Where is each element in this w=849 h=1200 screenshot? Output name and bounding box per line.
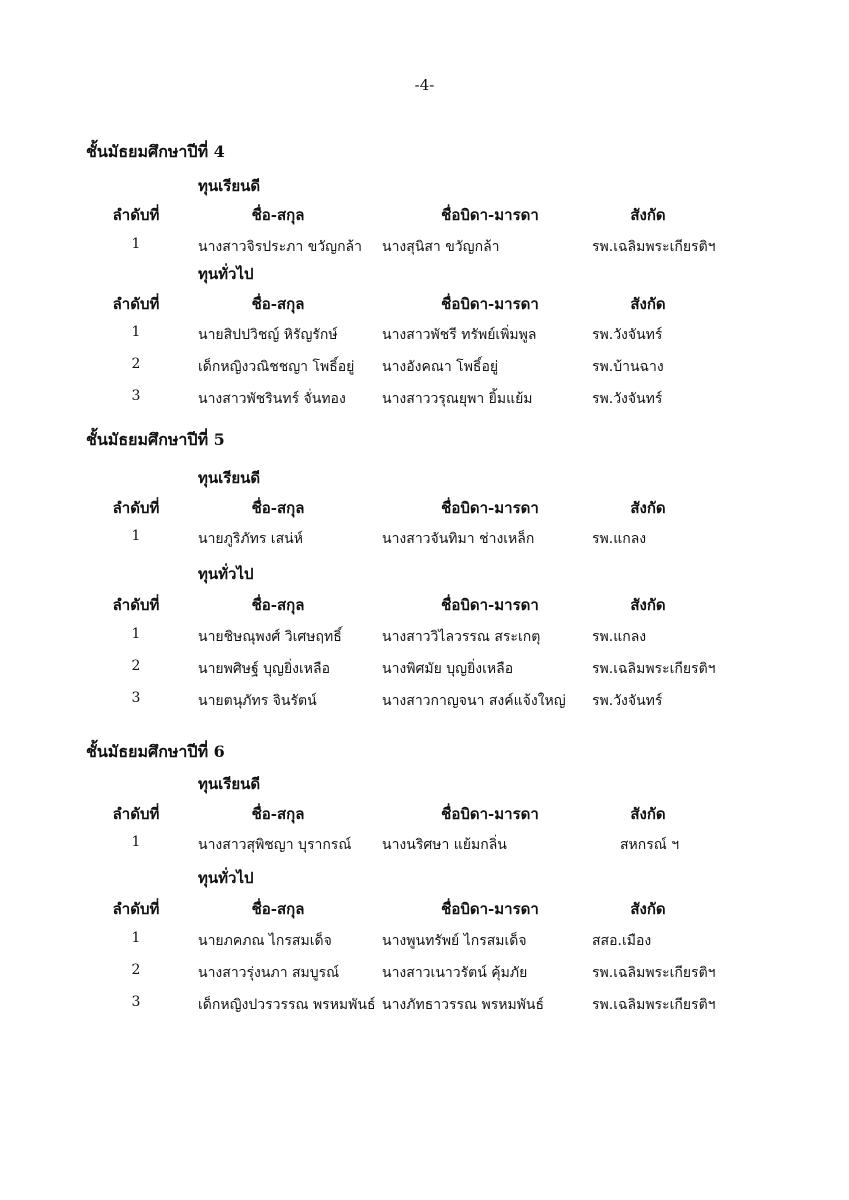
row-affiliation: รพ.วังจันทร์ bbox=[592, 327, 663, 343]
grade-title-m6: ชั้นมัธยมศึกษาปีที่ 6 bbox=[86, 742, 225, 761]
row-name: นายชิษณุพงศ์ วิเศษฤทธิ์ bbox=[198, 629, 342, 645]
row-no: 3 bbox=[131, 690, 141, 706]
row-name: นางสาวสุพิชญา บุรากรณ์ bbox=[198, 837, 352, 853]
header-affiliation: สังกัด bbox=[630, 295, 666, 313]
row-parent: นางสาวเนาวรัตน์ คุ้มภัย bbox=[382, 965, 528, 981]
row-affiliation: รพ.แกลง bbox=[592, 629, 647, 645]
row-no: 3 bbox=[131, 388, 141, 404]
header-name: ชื่อ-สกุล bbox=[251, 499, 305, 517]
row-parent: นางสาววิไลวรรณ สระเกตุ bbox=[382, 629, 541, 645]
header-name: ชื่อ-สกุล bbox=[251, 295, 305, 313]
table-row bbox=[0, 930, 849, 954]
row-name: เด็กหญิงปวรวรรณ พรหมพันธ์ bbox=[198, 997, 376, 1013]
category-label: ทุนทั่วไป bbox=[198, 869, 254, 887]
header-no: ลำดับที่ bbox=[112, 206, 160, 224]
header-name: ชื่อ-สกุล bbox=[251, 805, 305, 823]
row-no: 1 bbox=[131, 324, 141, 340]
row-no: 1 bbox=[131, 930, 141, 946]
table-row bbox=[0, 658, 849, 682]
page-number: -4- bbox=[414, 76, 435, 94]
table-row bbox=[0, 324, 849, 348]
row-affiliation: สสอ.เมือง bbox=[592, 933, 652, 949]
row-parent: นางสุนิสา ขวัญกล้า bbox=[382, 239, 500, 255]
row-parent: นางสาวกาญจนา สงค์แจ้งใหญ่ bbox=[382, 693, 566, 709]
table-row bbox=[0, 834, 849, 858]
row-no: 1 bbox=[131, 236, 141, 252]
table-header bbox=[0, 203, 849, 227]
row-no: 2 bbox=[131, 356, 141, 372]
grade-title-m4: ชั้นมัธยมศึกษาปีที่ 4 bbox=[86, 142, 225, 161]
category-label: ทุนทั่วไป bbox=[198, 565, 254, 583]
header-parent: ชื่อบิดา-มารดา bbox=[441, 295, 539, 313]
row-no: 2 bbox=[131, 962, 141, 978]
table-header bbox=[0, 593, 849, 617]
row-no: 1 bbox=[131, 528, 141, 544]
table-row bbox=[0, 626, 849, 650]
row-name: นายภคภณ ไกรสมเด็จ bbox=[198, 933, 332, 949]
grade-title-m5: ชั้นมัธยมศึกษาปีที่ 5 bbox=[86, 430, 225, 449]
row-no: 2 bbox=[131, 658, 141, 674]
row-name: นางสาวรุ่งนภา สมบูรณ์ bbox=[198, 965, 340, 981]
row-affiliation: รพ.วังจันทร์ bbox=[592, 693, 663, 709]
header-name: ชื่อ-สกุล bbox=[251, 206, 305, 224]
header-affiliation: สังกัด bbox=[630, 900, 666, 918]
header-affiliation: สังกัด bbox=[630, 206, 666, 224]
header-affiliation: สังกัด bbox=[630, 499, 666, 517]
row-affiliation: รพ.เฉลิมพระเกียรติฯ bbox=[592, 239, 716, 255]
row-no: 1 bbox=[131, 834, 141, 850]
row-parent: นางอังคณา โพธิ์อยู่ bbox=[382, 359, 499, 375]
header-no: ลำดับที่ bbox=[112, 805, 160, 823]
row-name: นางสาวจิรประภา ขวัญกล้า bbox=[198, 239, 363, 255]
category-label: ทุนทั่วไป bbox=[198, 265, 254, 283]
header-parent: ชื่อบิดา-มารดา bbox=[441, 805, 539, 823]
header-affiliation: สังกัด bbox=[630, 596, 666, 614]
table-header bbox=[0, 292, 849, 316]
header-no: ลำดับที่ bbox=[112, 499, 160, 517]
header-parent: ชื่อบิดา-มารดา bbox=[441, 206, 539, 224]
header-parent: ชื่อบิดา-มารดา bbox=[441, 900, 539, 918]
row-name: นายภูริภัทร เสน่ห์ bbox=[198, 531, 303, 547]
row-parent: นางภัทธาวรรณ พรหมพันธ์ bbox=[382, 997, 545, 1013]
header-name: ชื่อ-สกุล bbox=[251, 900, 305, 918]
table-header bbox=[0, 496, 849, 520]
row-no: 1 bbox=[131, 626, 141, 642]
header-parent: ชื่อบิดา-มารดา bbox=[441, 499, 539, 517]
row-affiliation: รพ.บ้านฉาง bbox=[592, 359, 664, 375]
row-name: นายพศิษฐ์ บุญยิ่งเหลือ bbox=[198, 661, 331, 677]
row-no: 3 bbox=[131, 994, 141, 1010]
row-affiliation: รพ.เฉลิมพระเกียรติฯ bbox=[592, 965, 716, 981]
category-label: ทุนเรียนดี bbox=[198, 177, 261, 195]
header-affiliation: สังกัด bbox=[630, 805, 666, 823]
table-row bbox=[0, 236, 849, 260]
row-name: เด็กหญิงวณิชชญา โพธิ์อยู่ bbox=[198, 359, 355, 375]
table-row bbox=[0, 994, 849, 1018]
row-parent: นางสาววรุณยุพา ยิ้มแย้ม bbox=[382, 391, 533, 407]
category-label: ทุนเรียนดี bbox=[198, 775, 261, 793]
table-row bbox=[0, 690, 849, 714]
row-affiliation: รพ.วังจันทร์ bbox=[592, 391, 663, 407]
row-affiliation: รพ.เฉลิมพระเกียรติฯ bbox=[592, 997, 716, 1013]
row-parent: นางนริศษา แย้มกลิ่น bbox=[382, 837, 507, 853]
table-row bbox=[0, 962, 849, 986]
row-parent: นางสาวพัชรี ทรัพย์เพิ่มพูล bbox=[382, 327, 537, 343]
table-row bbox=[0, 356, 849, 380]
header-parent: ชื่อบิดา-มารดา bbox=[441, 596, 539, 614]
row-name: นายสิปปวิชญ์ หิรัญรักษ์ bbox=[198, 327, 338, 343]
row-name: นางสาวพัชรินทร์ จั่นทอง bbox=[198, 391, 346, 407]
table-row bbox=[0, 528, 849, 552]
table-header bbox=[0, 802, 849, 826]
header-no: ลำดับที่ bbox=[112, 900, 160, 918]
row-affiliation: รพ.แกลง bbox=[592, 531, 647, 547]
header-name: ชื่อ-สกุล bbox=[251, 596, 305, 614]
row-name: นายตนุภัทร จินรัตน์ bbox=[198, 693, 317, 709]
table-row bbox=[0, 388, 849, 412]
header-no: ลำดับที่ bbox=[112, 596, 160, 614]
table-header bbox=[0, 897, 849, 921]
row-parent: นางสาวจันทิมา ช่างเหล็ก bbox=[382, 531, 535, 547]
row-parent: นางพิศมัย บุญยิ่งเหลือ bbox=[382, 661, 514, 677]
category-label: ทุนเรียนดี bbox=[198, 469, 261, 487]
row-affiliation: สหกรณ์ ฯ bbox=[620, 837, 680, 853]
header-no: ลำดับที่ bbox=[112, 295, 160, 313]
row-parent: นางพูนทรัพย์ ไกรสมเด็จ bbox=[382, 933, 527, 949]
row-affiliation: รพ.เฉลิมพระเกียรติฯ bbox=[592, 661, 716, 677]
